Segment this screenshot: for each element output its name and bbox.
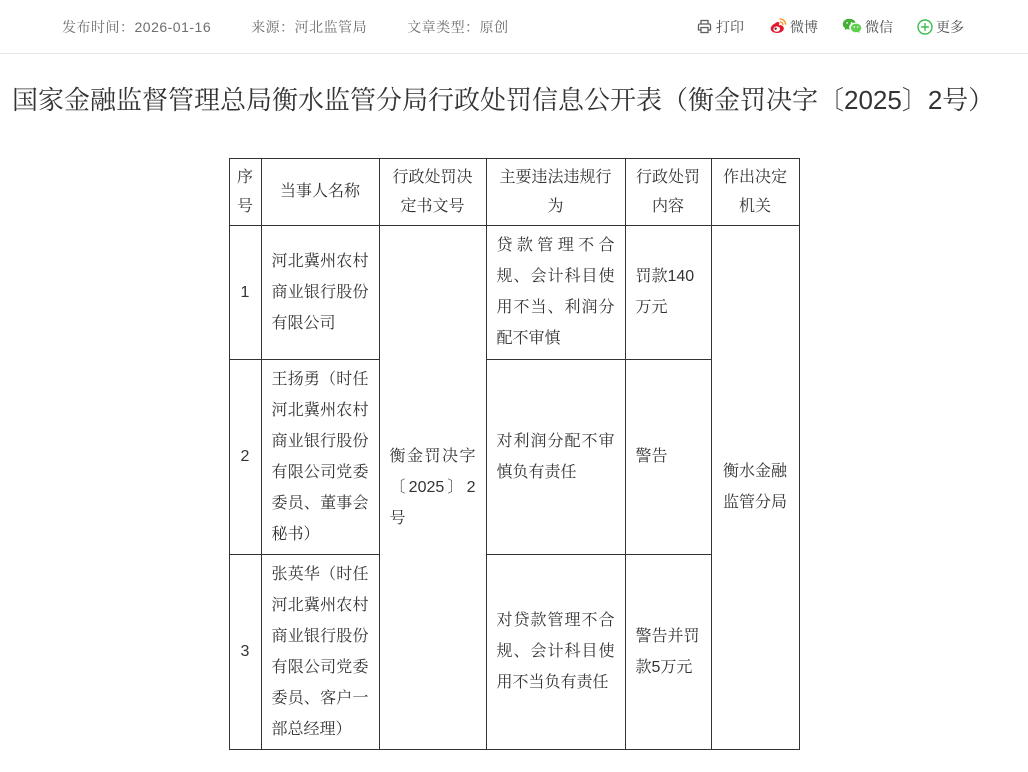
- weibo-icon: [768, 18, 787, 35]
- wechat-label: 微信: [865, 18, 893, 35]
- cell-violation: 对利润分配不审慎负有责任: [486, 359, 625, 554]
- cell-authority: 衡水金融监管分局: [711, 225, 799, 749]
- cell-index: 1: [229, 225, 261, 359]
- cell-index: 3: [229, 554, 261, 749]
- cell-doc-number: 衡金罚决字〔2025〕2号: [379, 225, 486, 749]
- print-label: 打印: [716, 18, 744, 35]
- cell-party-name: 王扬勇（时任河北冀州农村商业银行股份有限公司党委委员、董事会秘书）: [261, 359, 379, 554]
- article-meta-bar: [0, 0, 1028, 54]
- wechat-icon: [842, 18, 862, 35]
- header-doc-number: 行政处罚决定书文号: [379, 158, 486, 225]
- cell-penalty: 警告: [625, 359, 711, 554]
- publish-time: 发布时间：2026-01-16: [62, 18, 212, 35]
- cell-party-name: 河北冀州农村商业银行股份有限公司: [261, 225, 379, 359]
- wechat-share-button[interactable]: [842, 17, 893, 37]
- header-violation: 主要违法违规行为: [486, 158, 625, 225]
- print-button[interactable]: [696, 17, 744, 37]
- share-actions: [696, 17, 964, 37]
- cell-penalty: 罚款140万元: [625, 225, 711, 359]
- article-meta: [62, 17, 509, 37]
- article-type: 文章类型：原创: [407, 18, 509, 35]
- header-index: 序号: [229, 158, 261, 225]
- article-source: 来源：河北监管局: [251, 18, 368, 35]
- cell-violation: 贷款管理不合规、会计科目使用不当、利润分配不审慎: [486, 225, 625, 359]
- weibo-label: 微博: [790, 18, 818, 35]
- cell-party-name: 张英华（时任河北冀州农村商业银行股份有限公司党委委员、客户一部总经理）: [261, 554, 379, 749]
- plus-circle-icon: [917, 19, 933, 35]
- header-authority: 作出决定机关: [711, 158, 799, 225]
- page-title: 国家金融监督管理总局衡水监管分局行政处罚信息公开表（衡金罚决字〔2025〕2号）: [12, 85, 995, 115]
- header-penalty: 行政处罚内容: [625, 158, 711, 225]
- cell-penalty: 警告并罚款5万元: [625, 554, 711, 749]
- more-share-button[interactable]: [917, 17, 964, 37]
- more-label: 更多: [936, 18, 964, 35]
- cell-violation: 对贷款管理不合规、会计科目使用不当负有责任: [486, 554, 625, 749]
- cell-index: 2: [229, 359, 261, 554]
- weibo-share-button[interactable]: [768, 17, 818, 37]
- table-row: [229, 225, 799, 359]
- penalty-table-container: [0, 158, 1028, 750]
- table-header-row: [229, 158, 799, 225]
- printer-icon: [696, 18, 713, 35]
- penalty-table: [229, 158, 800, 750]
- header-party-name: 当事人名称: [261, 158, 379, 225]
